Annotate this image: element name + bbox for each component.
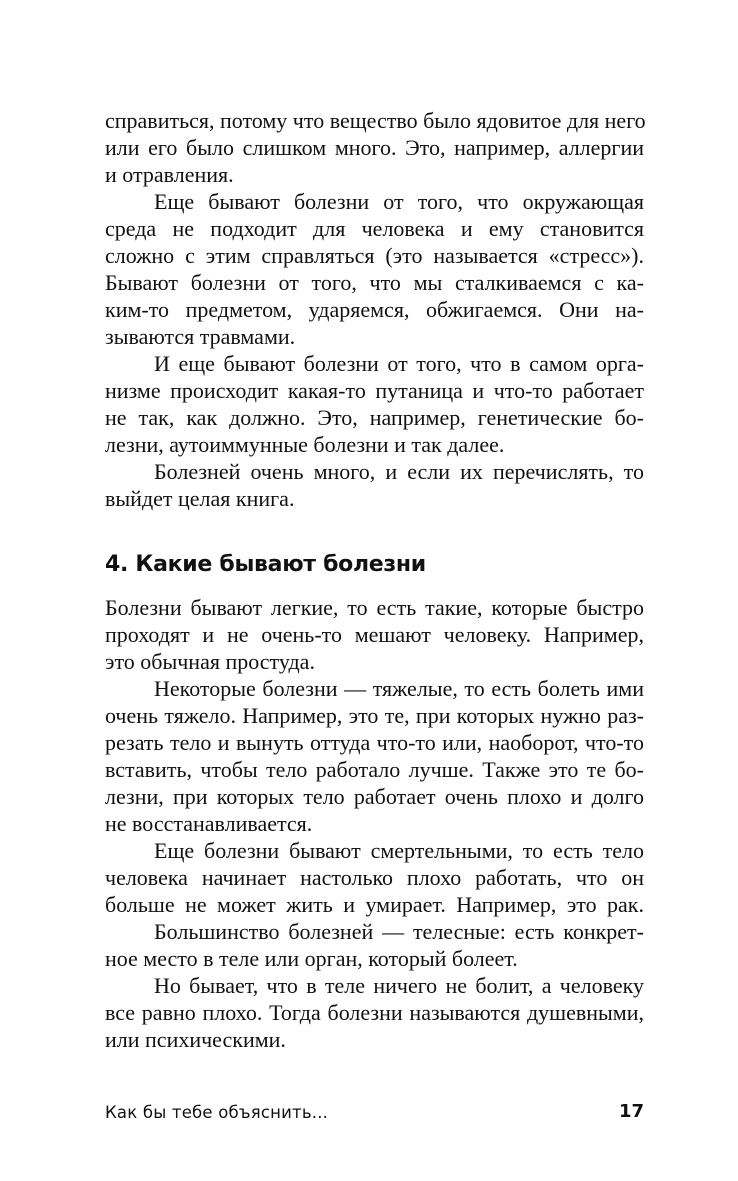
text-line: проходят и не очень-то мешают человеку. Например, [105, 622, 644, 647]
text-line: зываются травмами. [105, 324, 296, 349]
text-line: низме происходит какая-то путаница и что-то работает [105, 378, 644, 403]
text-line: человека начинает настолько плохо работать, что он [105, 865, 644, 890]
text-line: больше не может жить и умирает. Например, это рак. [105, 892, 644, 917]
text-line: вставить, чтобы тело работало лучше. Также это те бо- [105, 757, 644, 782]
text-line: Болезни бывают легкие, то есть такие, которые быстро [105, 595, 644, 620]
text-line: и отравления. [105, 162, 234, 187]
text-line: все равно плохо. Тогда болезни называются душевными, [105, 1000, 644, 1025]
text-line: Бывают болезни от того, что мы сталкиваемся с ка- [105, 270, 644, 295]
text-line: не так, как должно. Это, например, генетические бо- [105, 405, 644, 430]
section-heading: 4. Какие бывают болезни [105, 552, 426, 577]
text-line: резать тело и вынуть оттуда что-то или, наоборот, что-то [105, 730, 644, 755]
page-number: 17 [618, 1101, 644, 1122]
running-footer-title: Как бы тебе объяснить... [105, 1103, 329, 1122]
text-line: или его было слишком много. Это, например, аллергии [105, 135, 644, 160]
text-line: лезни, при которых тело работает очень плохо и долго [105, 784, 644, 809]
text-line: справиться, потому что вещество было ядовитое для него [105, 108, 646, 133]
text-line: ное место в теле или орган, который болеет. [105, 946, 518, 971]
text-line: среда не подходит для человека и ему становится [105, 216, 644, 241]
text-line: лезни, аутоиммунные болезни и так далее. [105, 432, 505, 457]
paragraph-first-line: Некоторые болезни — тяжелые, то есть болеть ими [154, 676, 644, 701]
paragraph-first-line: И еще бывают болезни от того, что в самом орга- [154, 351, 644, 376]
text-line: выйдет целая книга. [105, 486, 295, 511]
paragraph-first-line: Но бывает, что в теле ничего не болит, а человеку [154, 973, 644, 998]
paragraph-first-line: Еще бывают болезни от того, что окружающая [154, 189, 644, 214]
text-line: это обычная простуда. [105, 649, 315, 674]
paragraph-first-line: Еще болезни бывают смертельными, то есть тело [154, 838, 644, 863]
text-line: или психическими. [105, 1027, 286, 1052]
body-text-top [105, 107, 644, 512]
body-text-bottom [105, 594, 644, 1053]
paragraph-first-line: Большинство болезней — телесные: есть конкрет- [154, 919, 644, 944]
paragraph-first-line: Болезней очень много, и если их перечислять, то [154, 459, 644, 484]
text-line: очень тяжело. Например, это те, при которых нужно раз- [105, 703, 644, 728]
text-line: ким-то предметом, ударяемся, обжигаемся. Они на- [105, 297, 644, 322]
text-line: не восстанавливается. [105, 811, 313, 836]
text-line: сложно с этим справляться (это называется «стресс»). [105, 243, 644, 268]
